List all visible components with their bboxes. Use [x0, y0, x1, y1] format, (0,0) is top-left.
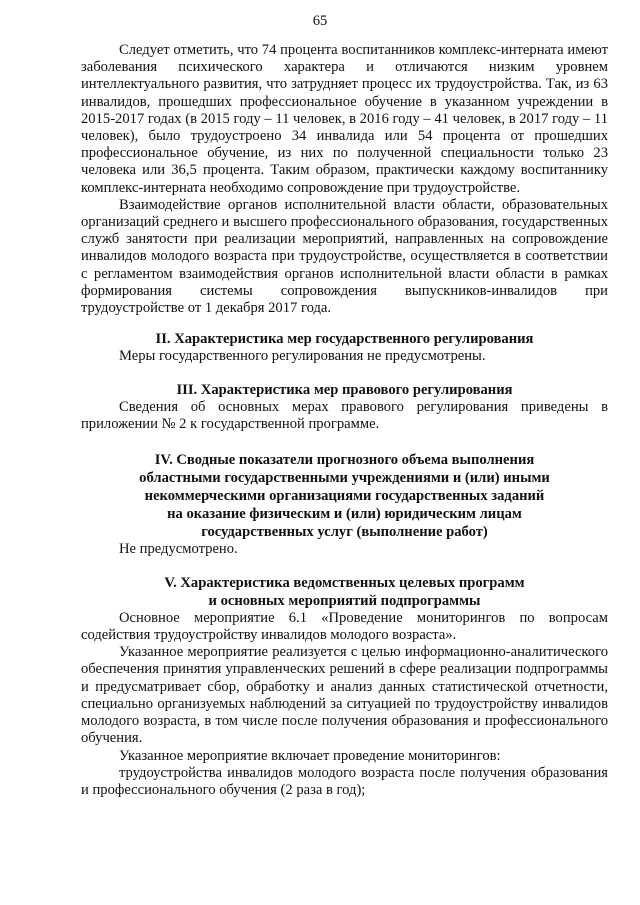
section-2-heading: II. Характеристика мер государственного регулирования [155, 331, 534, 348]
section-4-heading-line: некоммерческими организациями государственных заданий [144, 488, 545, 505]
section-4-heading-line: на оказание физическим и (или) юридическим лицам [167, 506, 522, 523]
paragraph-interaction: Взаимодействие органов исполнительной власти области, образовательных организаций среднего и высшего профессионального образования, государственных служб занятости при реализации мероприятий, направленных на сопровождение инвалидов молодого возраста при трудоустройстве, осуществляется в соответствии с регламентом взаимодействия органов исполнительной власти области в рамках формирования системы сопровождения выпускников-инвалидов при трудоустройстве от 1 декабря 2017 года. [81, 196, 608, 317]
section-3-text: Сведения об основных мерах правового регулирования приведены в приложении № 2 к государственной программе. [81, 398, 608, 433]
section-5-heading-line: и основных мероприятий подпрограммы [208, 592, 481, 609]
section-4-heading-line: областными государственными учреждениями и (или) иными [139, 470, 550, 487]
page-number: 65 [312, 13, 328, 29]
section-5-monitoring-intro: Указанное мероприятие включает проведение мониторингов: [119, 747, 501, 764]
section-2 [81, 331, 608, 365]
section-3 [81, 382, 608, 434]
paragraph-student-health: Следует отметить, что 74 процента воспитанников комплекс-интерната имеют заболевания психического характера и отличаются низким уровнем интеллектуального развития, что затрудняет процесс их трудоустройства. Так, из 63 инвалидов, прошедших профессиональное обучение в указанном учреждении в 2015-2017 годах (в 2015 году – 11 человек, в 2016 году – 41 человек, в 2017 году – 11 человек), было трудоустроено 34 инвалида или 54 процента от прошедших профессиональное обучение, из них по полученной специальности только 23 человека или 36,5 процента. Таким образом, практически каждому воспитаннику комплекс-интерната необходимо сопровождение при трудоустройстве. [81, 42, 608, 196]
section-4-text: Не предусмотрено. [119, 541, 238, 558]
section-5-heading-line: V. Характеристика ведомственных целевых программ [164, 575, 525, 592]
section-5-monitoring-item: трудоустройства инвалидов молодого возраста после получения образования и профессионального обучения (2 раза в год); [81, 764, 608, 798]
section-5 [81, 575, 608, 799]
section-5-measure-purpose: Указанное мероприятие реализуется с целью информационно-аналитического обеспечения принятия управленческих решений в сфере реализации подпрограммы и предусматривает сбор, обработку и анализ данных статистической отчетности, специально организуемых наблюдений за ситуацией по трудоустройству инвалидов молодого возраста, в том числе после получения образования и профессионального обучения. [81, 644, 608, 747]
section-2-text: Меры государственного регулирования не предусмотрены. [119, 348, 486, 365]
section-3-heading: III. Характеристика мер правового регулирования [176, 381, 513, 398]
section-4 [81, 451, 608, 558]
section-4-heading-line: IV. Сводные показатели прогнозного объема выполнения [154, 452, 535, 469]
document-body [81, 42, 608, 799]
section-5-main-measure: Основное мероприятие 6.1 «Проведение мониторингов по вопросам содействия трудоустройству инвалидов молодого возраста». [81, 609, 608, 644]
section-4-heading-line: государственных услуг (выполнение работ) [201, 524, 488, 541]
